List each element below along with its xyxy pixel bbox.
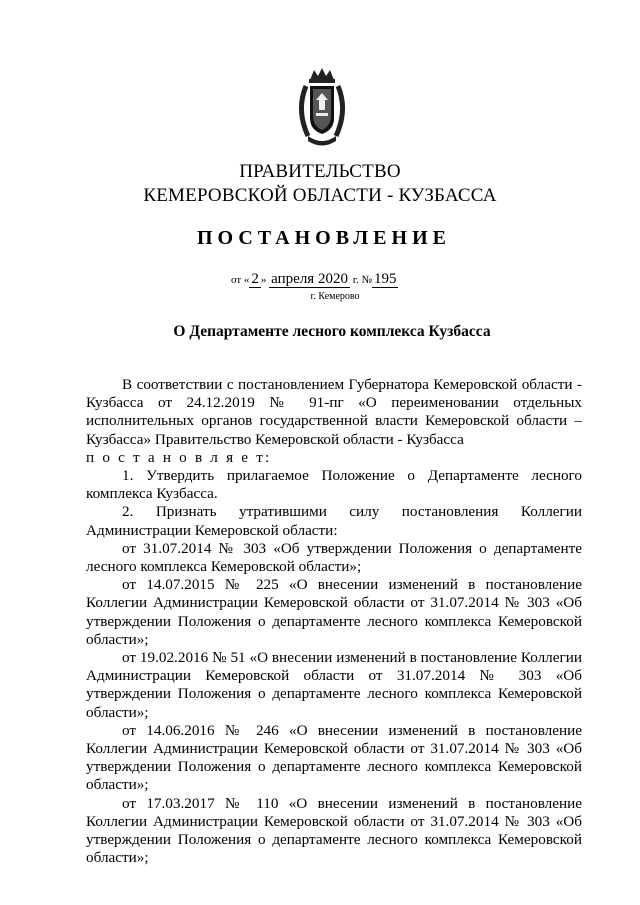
document-type-heading: ПОСТАНОВЛЕНИЕ — [197, 227, 451, 249]
document-body — [86, 376, 582, 867]
paragraph-repeal-2016-06: от 14.06.2016 № 246 «О внесении изменений в постановление Коллегии Администрации Кемеровской области от 31.07.2014 № 303 «Об утверждении Положения о департаменте лесного комплекса Кемеровской области»; — [86, 721, 582, 794]
paragraph-item-1: 1. Утвердить прилагаемое Положение о Департаменте лесного комплекса Кузбасса. — [86, 467, 582, 503]
paragraph-repeal-2017: от 17.03.2017 № 110 «О внесении изменений в постановление Коллегии Администрации Кемеровской области от 31.07.2014 № 303 «Об утверждении Положения о департаменте лесного комплекса Кемеровской области»; — [86, 794, 582, 867]
government-title-line1: ПРАВИТЕЛЬСТВО — [239, 161, 401, 182]
paragraph-repeal-2014: от 31.07.2014 № 303 «Об утверждении Положения о департаменте лесного комплекса Кемеровской области»; — [86, 539, 582, 576]
coat-of-arms-icon — [296, 66, 348, 150]
paragraph-resolves: п о с т а н о в л я е т: — [86, 448, 272, 466]
date-mid: » — [260, 274, 267, 286]
date-month-year: апреля 2020 — [271, 271, 348, 287]
document-subject: О Департаменте лесного комплекса Кузбасса — [173, 323, 491, 340]
paragraph-repeal-2015: от 14.07.2015 № 225 «О внесении изменений в постановление Коллегии Администрации Кемеровской области от 31.07.2014 № 303 «Об утверждении Положения о департаменте лесного комплекса Кемеровской области»; — [86, 576, 582, 648]
paragraph-preamble: В соответствии с постановлением Губернатора Кемеровской области - Кузбасса от 24.12.2019 № 91-пг «О переименовании отдельных исполнительных органов государственной власти Кемеровской области – Кузбасса» Правительство Кемеровской области - Кузбасса — [86, 376, 582, 448]
date-day: 2 — [251, 271, 259, 287]
paragraph-item-2: 2. Признать утратившими силу постановления Коллегии Администрации Кемеровской области: — [86, 503, 582, 539]
date-year-suffix: г. — [352, 274, 359, 286]
number-label: № — [361, 274, 372, 286]
city: г. Кемерово — [310, 291, 360, 302]
document-number: 195 — [373, 271, 397, 287]
government-title-line2: КЕМЕРОВСКОЙ ОБЛАСТИ - КУЗБАССА — [143, 185, 497, 206]
date-line — [231, 272, 398, 288]
paragraph-repeal-2016-02: от 19.02.2016 № 51 «О внесении изменений в постановление Коллегии Администрации Кемеровской области от 31.07.2014 № 303 «Об утверждении Положения о департаменте лесного комплекса Кемеровской области»; — [86, 649, 582, 721]
date-prefix: от « — [231, 274, 250, 286]
